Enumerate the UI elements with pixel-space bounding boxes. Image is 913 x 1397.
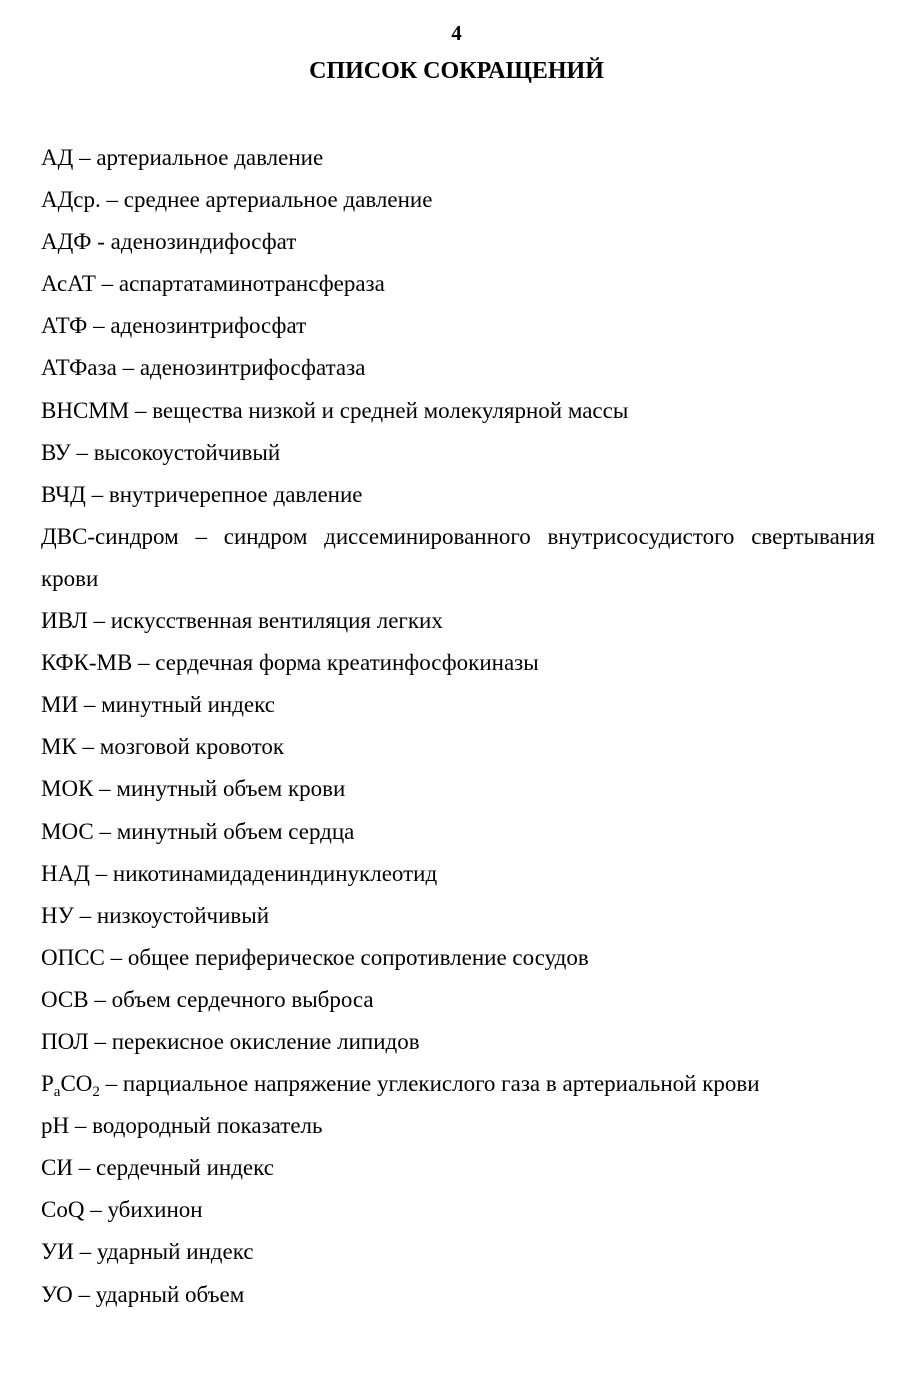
abbreviation-term: АТФ (41, 313, 88, 339)
abbreviation-meaning: высокоустойчивый (93, 439, 281, 465)
abbreviation-meaning: минутный объем сердца (116, 818, 355, 844)
abbreviation-meaning: аденозинтрифосфатаза (139, 355, 366, 381)
abbreviation-term: МОС (41, 818, 94, 844)
abbreviation-meaning: вещества низкой и средней молекулярной массы (152, 397, 629, 423)
abbreviation-term-symbol: CO (60, 1071, 93, 1097)
abbreviation-separator: – (93, 776, 117, 802)
abbreviation-meaning: внутричерепное давление (108, 481, 363, 507)
list-item (41, 137, 875, 179)
abbreviation-term: СИ (41, 1155, 73, 1181)
list-item (41, 516, 875, 600)
abbreviation-separator: – (95, 271, 119, 297)
list-item (41, 263, 875, 305)
abbreviation-separator: – (178, 523, 224, 549)
abbreviation-meaning: среднее артериальное давление (123, 187, 433, 213)
abbreviation-meaning: сердечная форма креатинфосфокиназы (155, 650, 539, 676)
list-item (41, 390, 875, 432)
abbreviation-meaning: ударный индекс (96, 1239, 254, 1265)
abbreviation-separator: – (100, 187, 124, 213)
abbreviation-meaning: перекисное окисление липидов (111, 1028, 420, 1054)
abbreviation-term: УО (41, 1281, 73, 1307)
abbreviation-term: МОК (41, 776, 94, 802)
abbreviation-separator: – (85, 481, 109, 507)
list-item (41, 221, 875, 263)
abbreviation-meaning: объем сердечного выброса (111, 986, 374, 1012)
abbreviation-term: ПОЛ (41, 1028, 89, 1054)
abbreviation-term: НАД (41, 860, 90, 886)
abbreviation-term: АТФаза (41, 355, 117, 381)
abbreviation-separator: – (93, 818, 117, 844)
abbreviation-term: CoQ (41, 1197, 85, 1223)
abbreviation-separator: – (129, 397, 153, 423)
abbreviation-separator: – (73, 145, 97, 170)
abbreviation-term: ДВС-синдром (41, 523, 179, 549)
abbreviation-term: ИВЛ (41, 608, 88, 634)
page-title: СПИСОК СОКРАЩЕНИЙ (309, 58, 604, 84)
abbreviation-term: АДФ (41, 229, 92, 255)
abbreviation-separator: – (88, 1028, 112, 1054)
abbreviation-meaning: аспартатаминотрансфераза (118, 271, 385, 297)
abbreviation-list (41, 137, 875, 1316)
list-item (41, 895, 875, 937)
abbreviation-separator: – (73, 1239, 97, 1265)
abbreviation-term-symbol: P (41, 1071, 54, 1097)
abbreviation-term: ОСВ (41, 986, 89, 1012)
abbreviation-term: НУ (41, 902, 74, 928)
abbreviation-meaning: синдром диссеминированного внутрисосудистого свертывания крови (41, 523, 876, 591)
abbreviation-separator: – (99, 1071, 123, 1097)
abbreviation-term: ОПСС (41, 944, 105, 970)
abbreviation-meaning: ударный объем (95, 1281, 245, 1307)
list-item (41, 642, 875, 684)
abbreviation-term: УИ (41, 1239, 74, 1265)
abbreviation-term: ВУ (41, 439, 71, 465)
abbreviation-meaning: никотинамидадениндинуклеотид (112, 860, 438, 886)
list-item (41, 179, 875, 221)
abbreviation-separator: – (78, 692, 102, 718)
list-item (41, 937, 875, 979)
abbreviation-separator: – (104, 944, 128, 970)
list-item (41, 1063, 875, 1105)
list-item (41, 1274, 875, 1316)
list-item (41, 305, 875, 347)
list-item (41, 811, 875, 853)
list-item (41, 600, 875, 642)
abbreviation-meaning: общее периферическое сопротивление сосудов (127, 944, 589, 970)
abbreviation-meaning: минутный индекс (101, 692, 275, 718)
page-number: 4 (451, 21, 462, 45)
abbreviation-meaning: артериальное давление (96, 145, 324, 170)
abbreviation-meaning: убихинон (107, 1197, 203, 1223)
abbreviation-term: pH (41, 1113, 70, 1139)
list-item (41, 1105, 875, 1147)
abbreviation-term-subscript: 2 (92, 1084, 100, 1101)
abbreviation-term: АДср. (41, 187, 101, 213)
abbreviation-separator: – (87, 313, 111, 339)
list-item (41, 474, 875, 516)
abbreviation-term (41, 1071, 100, 1101)
abbreviation-meaning: минутный объем крови (116, 776, 346, 802)
abbreviation-separator: – (76, 734, 100, 760)
abbreviation-meaning: парциальное напряжение углекислого газа в артериальной крови (122, 1071, 760, 1097)
list-item (41, 853, 875, 895)
abbreviation-separator: – (87, 608, 111, 634)
abbreviation-meaning: аденозиндифосфат (110, 229, 297, 255)
abbreviation-separator: – (89, 860, 113, 886)
abbreviation-separator: – (84, 1197, 108, 1223)
abbreviation-term: ВЧД (41, 481, 86, 507)
abbreviation-separator: – (70, 439, 94, 465)
list-item (41, 1021, 875, 1063)
list-item (41, 347, 875, 389)
abbreviation-term: АсАТ (41, 271, 96, 297)
abbreviation-separator: - (91, 229, 111, 255)
abbreviation-meaning: искусственная вентиляция легких (110, 608, 443, 634)
abbreviation-term: КФК-МВ (41, 650, 133, 676)
list-item (41, 432, 875, 474)
abbreviation-meaning: аденозинтрифосфат (110, 313, 307, 339)
list-item (41, 768, 875, 810)
abbreviation-term-subscript: a (53, 1084, 61, 1101)
abbreviation-term: ВНСММ (41, 397, 130, 423)
list-item (41, 726, 875, 768)
abbreviation-separator: – (69, 1113, 93, 1139)
list-item (41, 1189, 875, 1231)
abbreviation-separator: – (72, 1155, 96, 1181)
abbreviation-meaning: низкоустойчивый (96, 902, 270, 928)
abbreviation-meaning: мозговой кровоток (99, 734, 285, 760)
abbreviation-meaning: водородный показатель (92, 1113, 323, 1139)
abbreviation-separator: – (73, 902, 97, 928)
list-item (41, 1147, 875, 1189)
list-item (41, 979, 875, 1021)
abbreviation-meaning: сердечный индекс (95, 1155, 274, 1181)
list-item (41, 684, 875, 726)
abbreviation-separator: – (116, 355, 140, 381)
list-item (41, 1231, 875, 1273)
abbreviation-term: МИ (41, 692, 79, 718)
abbreviation-term: МК (41, 734, 77, 760)
abbreviation-separator: – (72, 1281, 96, 1307)
abbreviation-separator: – (88, 986, 112, 1012)
abbreviation-term: АД (41, 145, 74, 170)
abbreviation-separator: – (132, 650, 156, 676)
